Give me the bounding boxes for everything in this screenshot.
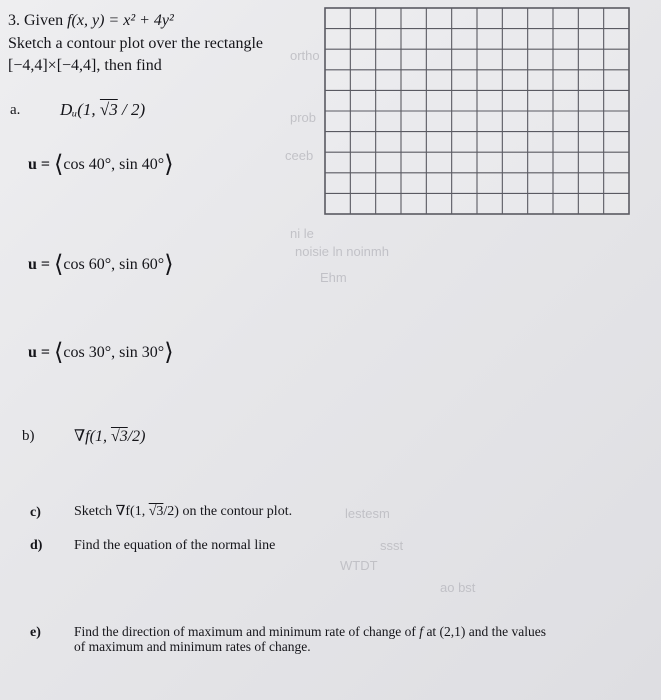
part-a-expression [60, 100, 145, 120]
part-b-label: b) [22, 428, 35, 444]
vector-close: ⟩ [164, 152, 174, 178]
vector-open: ⟨ [54, 340, 64, 366]
part-a-expr-root: √3 [99, 100, 118, 119]
part-b-expr-end: /2) [127, 428, 146, 445]
direction-vector-30 [28, 338, 174, 367]
contour-plot-grid [323, 6, 631, 216]
rectangle-domain: [−4,4]×[−4,4] [8, 57, 97, 74]
vector-close: ⟩ [164, 340, 174, 366]
direction-vector-40 [28, 150, 174, 179]
then-find-label: , then find [96, 57, 162, 74]
part-e-line-1-start: Find the direction of maximum and minimum rate of change of [74, 624, 420, 639]
vector-body: cos 40°, sin 40° [63, 156, 165, 173]
part-e-label: e) [30, 625, 41, 640]
given-label: Given [24, 12, 64, 29]
part-c-text-start: Sketch ∇f(1, [74, 504, 149, 519]
part-b-expression [74, 426, 146, 446]
part-b-expr-start: ∇f(1, [74, 428, 111, 445]
part-d-text: Find the equation of the normal line [74, 538, 276, 553]
vector-body: cos 30°, sin 30° [63, 344, 165, 361]
problem-line-3 [8, 57, 162, 75]
vector-open: ⟨ [54, 152, 64, 178]
part-a-expr-start: Dᵤ(1, [60, 100, 100, 119]
vector-close: ⟩ [164, 252, 174, 278]
part-a-label: a. [10, 102, 21, 118]
part-c-text-end: /2) on the contour plot. [163, 504, 293, 519]
vector-prefix: u = [28, 256, 55, 273]
part-c-label: c) [30, 505, 41, 520]
part-c-text-root: √3 [148, 504, 164, 519]
problem-line-2: Sketch a contour plot over the rectangle [8, 35, 264, 52]
part-e-line-2: of maximum and minimum rates of change. [74, 639, 311, 654]
problem-number: 3. [8, 12, 20, 29]
problem-line-1 [8, 12, 174, 30]
part-d-label: d) [30, 538, 43, 553]
part-a-expr-end: / 2) [117, 100, 146, 119]
direction-vector-60 [28, 250, 174, 279]
part-e-line-1-end: at (2,1) and the values [423, 624, 547, 639]
vector-prefix: u = [28, 344, 55, 361]
vector-prefix: u = [28, 156, 55, 173]
part-e-line-1-f: f [419, 624, 424, 639]
part-b-expr-root: √3 [110, 428, 128, 445]
vector-body: cos 60°, sin 60° [63, 256, 165, 273]
part-c-text [74, 503, 292, 520]
part-e-line-1 [74, 624, 546, 640]
function-definition: f(x, y) = x² + 4y² [67, 12, 174, 29]
vector-open: ⟨ [54, 252, 64, 278]
